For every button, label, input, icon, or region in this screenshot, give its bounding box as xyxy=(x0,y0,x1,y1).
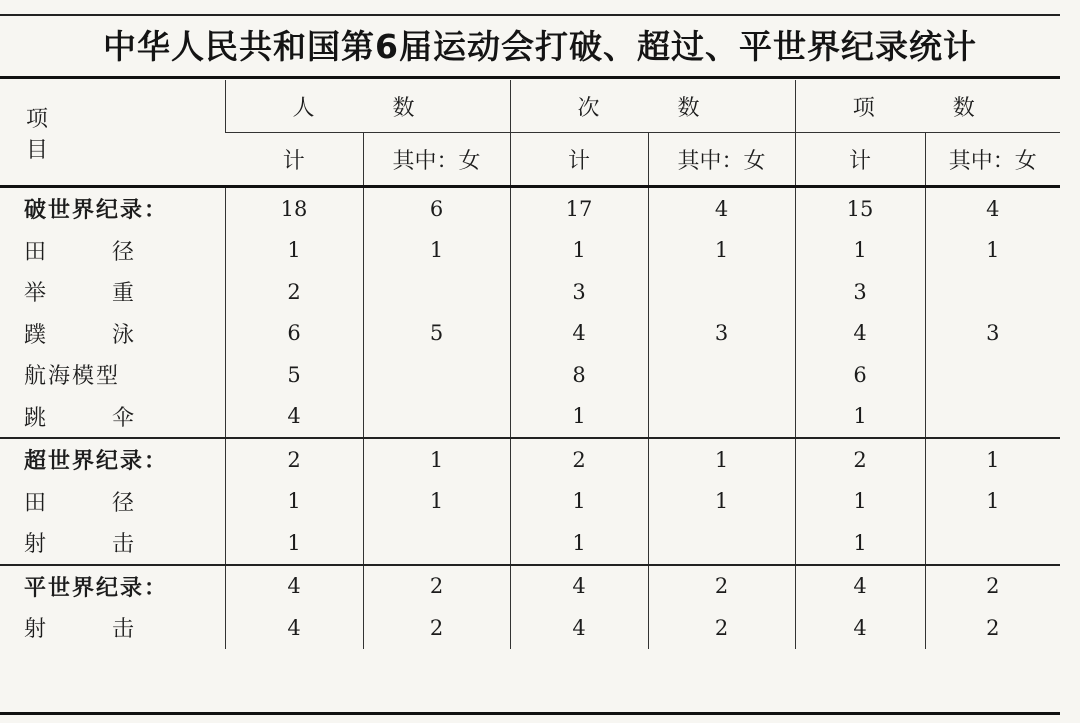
value-cell: 2 xyxy=(363,607,510,649)
value-cell: 4 xyxy=(925,187,1060,230)
value-cell: 2 xyxy=(510,438,648,481)
item-column-header: 项目 xyxy=(0,80,225,187)
value-cell xyxy=(925,271,1060,313)
value-cell: 1 xyxy=(510,230,648,272)
value-cell: 15 xyxy=(795,187,925,230)
value-cell: 3 xyxy=(510,271,648,313)
value-cell: 5 xyxy=(363,313,510,355)
value-cell: 2 xyxy=(925,565,1060,608)
value-cell: 1 xyxy=(648,481,795,523)
row-item-char: 重 xyxy=(111,281,134,307)
table-row xyxy=(0,230,1060,272)
value-cell: 6 xyxy=(795,354,925,396)
value-cell: 1 xyxy=(225,481,363,523)
value-cell: 1 xyxy=(648,438,795,481)
value-cell: 1 xyxy=(648,230,795,272)
value-cell: 2 xyxy=(225,438,363,481)
row-item-label: 航海模型 xyxy=(24,364,121,390)
value-cell: 6 xyxy=(225,313,363,355)
row-item-char: 径 xyxy=(111,239,134,265)
value-cell: 1 xyxy=(795,230,925,272)
table-body xyxy=(0,187,1060,649)
table-title: 中华人民共和国第6届运动会打破、超过、平世界纪录统计 xyxy=(103,27,977,66)
row-item-char: 田 xyxy=(24,239,47,265)
row-item-label xyxy=(0,230,225,272)
sub-header-total: 计 xyxy=(510,133,648,187)
value-cell: 1 xyxy=(363,230,510,272)
value-cell: 1 xyxy=(925,481,1060,523)
value-cell xyxy=(925,522,1060,565)
table-row xyxy=(0,354,1060,396)
group-header-people: 人 数 xyxy=(225,80,510,133)
table-row xyxy=(0,396,1060,439)
value-cell xyxy=(648,522,795,565)
group-header-events: 项 数 xyxy=(795,80,1060,133)
row-item-label xyxy=(0,481,225,523)
table-row xyxy=(0,313,1060,355)
value-cell xyxy=(363,354,510,396)
value-cell: 1 xyxy=(795,396,925,439)
value-cell: 4 xyxy=(510,565,648,608)
value-cell: 2 xyxy=(648,607,795,649)
value-cell xyxy=(363,522,510,565)
row-item-char: 射 xyxy=(24,617,47,643)
table-row xyxy=(0,271,1060,313)
row-item-label: 破世界纪录： xyxy=(24,197,169,224)
group-header-times: 次 数 xyxy=(510,80,795,133)
value-cell: 4 xyxy=(225,396,363,439)
value-cell: 1 xyxy=(225,522,363,565)
value-cell: 1 xyxy=(363,438,510,481)
value-cell xyxy=(648,354,795,396)
sub-header-female: 其中：女 xyxy=(363,133,510,187)
value-cell: 2 xyxy=(225,271,363,313)
table-row xyxy=(0,522,1060,565)
value-cell: 4 xyxy=(795,313,925,355)
value-cell: 18 xyxy=(225,187,363,230)
row-item-char: 击 xyxy=(111,532,134,558)
value-cell: 4 xyxy=(510,313,648,355)
row-item-char: 举 xyxy=(24,281,47,307)
row-item-char: 泳 xyxy=(111,322,134,348)
value-cell: 5 xyxy=(225,354,363,396)
table-row xyxy=(0,565,1060,608)
value-cell xyxy=(925,354,1060,396)
value-cell: 2 xyxy=(363,565,510,608)
row-item-char: 击 xyxy=(111,617,134,643)
value-cell: 1 xyxy=(510,396,648,439)
row-item-label xyxy=(0,522,225,565)
sub-header-female: 其中：女 xyxy=(925,133,1060,187)
row-item-label xyxy=(0,313,225,355)
value-cell xyxy=(648,396,795,439)
row-item-char: 田 xyxy=(24,490,47,516)
value-cell: 4 xyxy=(648,187,795,230)
title-rule xyxy=(0,76,1060,79)
value-cell: 1 xyxy=(925,438,1060,481)
row-item-char: 跳 xyxy=(24,405,47,431)
records-table xyxy=(0,80,1060,649)
value-cell xyxy=(648,271,795,313)
value-cell: 6 xyxy=(363,187,510,230)
sub-header-total: 计 xyxy=(795,133,925,187)
value-cell: 1 xyxy=(510,522,648,565)
value-cell: 8 xyxy=(510,354,648,396)
sub-header-total: 计 xyxy=(225,133,363,187)
top-rule xyxy=(0,14,1060,16)
row-item-label xyxy=(0,396,225,439)
row-item-label xyxy=(0,271,225,313)
row-item-label: 平世界纪录： xyxy=(0,565,225,608)
value-cell: 3 xyxy=(925,313,1060,355)
value-cell: 1 xyxy=(363,481,510,523)
value-cell: 2 xyxy=(648,565,795,608)
bottom-rule xyxy=(0,712,1060,715)
value-cell: 1 xyxy=(925,230,1060,272)
value-cell: 4 xyxy=(225,607,363,649)
value-cell: 2 xyxy=(925,607,1060,649)
value-cell: 4 xyxy=(510,607,648,649)
value-cell: 17 xyxy=(510,187,648,230)
value-cell: 3 xyxy=(648,313,795,355)
table-row xyxy=(0,438,1060,481)
sub-header-female: 其中：女 xyxy=(648,133,795,187)
value-cell: 2 xyxy=(795,438,925,481)
value-cell: 1 xyxy=(510,481,648,523)
value-cell: 4 xyxy=(225,565,363,608)
row-item-char: 径 xyxy=(111,490,134,516)
header-row-groups xyxy=(0,80,1060,133)
table-row xyxy=(0,481,1060,523)
row-item-char: 蹼 xyxy=(24,322,47,348)
value-cell: 4 xyxy=(795,607,925,649)
value-cell xyxy=(363,271,510,313)
value-cell xyxy=(925,396,1060,439)
value-cell xyxy=(363,396,510,439)
table-row xyxy=(0,187,1060,230)
value-cell: 4 xyxy=(795,565,925,608)
value-cell: 1 xyxy=(225,230,363,272)
value-cell: 1 xyxy=(795,522,925,565)
value-cell: 3 xyxy=(795,271,925,313)
row-item-label: 超世界纪录： xyxy=(0,438,225,481)
row-item-label xyxy=(0,607,225,649)
table-row xyxy=(0,607,1060,649)
value-cell: 1 xyxy=(795,481,925,523)
row-item-char: 射 xyxy=(24,532,47,558)
row-item-char: 伞 xyxy=(111,405,134,431)
